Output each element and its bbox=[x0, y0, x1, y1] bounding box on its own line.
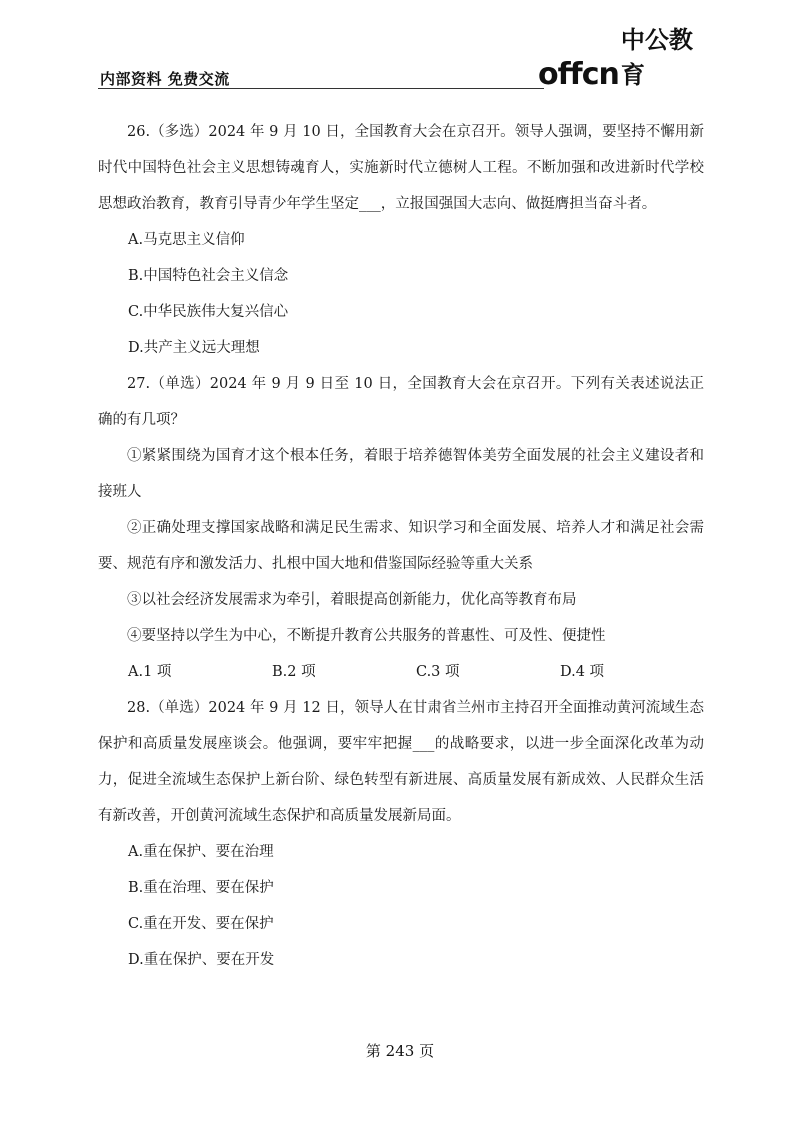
q26-option-d: D.共产主义远大理想 bbox=[128, 340, 260, 356]
q27-option-d: D.4 项 bbox=[560, 664, 605, 680]
q27-option-a: A.1 项 bbox=[128, 664, 172, 680]
q26-option-a: A.马克思主义信仰 bbox=[128, 232, 245, 248]
q27-option-b: B.2 项 bbox=[272, 664, 316, 680]
page-number: 第 243 页 bbox=[365, 1042, 435, 1060]
q27-item-3: ③以社会经济发展需求为牵引，着眼提高创新能力，优化高等教育布局 bbox=[127, 592, 577, 608]
header-rule bbox=[98, 88, 544, 89]
question-26-stem: 26.（多选）2024 年 9 月 10 日，全国教育大会在京召开。领导人强调，要坚持不懈用新时代中国特色社会主义思想铸魂育人，实施新时代立德树人工程。不断加强和改进新时代学校思想政治教育，教育引导青少年学生坚定___，立报国强国大志向、做挺膺担当奋斗者。 bbox=[98, 124, 704, 212]
q28-option-b: B.重在治理、要在保护 bbox=[128, 880, 274, 896]
q26-option-b: B.中国特色社会主义信念 bbox=[128, 268, 289, 284]
page-header bbox=[98, 26, 704, 92]
logo-cn-text: 中公教育 bbox=[620, 26, 693, 89]
q27-item-1: ①紧紧围绕为国育才这个根本任务，着眼于培养德智体美劳全面发展的社会主义建设者和接班人 bbox=[98, 448, 704, 500]
offcn-logo bbox=[538, 26, 704, 92]
q27-options bbox=[98, 654, 704, 690]
q27-item-4: ④要坚持以学生为中心，不断提升教育公共服务的普惠性、可及性、便捷性 bbox=[127, 628, 606, 644]
document-body bbox=[98, 114, 704, 978]
q26-option-c: C.中华民族伟大复兴信心 bbox=[128, 304, 289, 320]
q28-option-c: C.重在开发、要在保护 bbox=[128, 916, 274, 932]
q28-option-a: A.重在保护、要在治理 bbox=[128, 844, 274, 860]
q27-item-2: ②正确处理支撑国家战略和满足民生需求、知识学习和全面发展、培养人才和满足社会需要、规范有序和激发活力、扎根中国大地和借鉴国际经验等重大关系 bbox=[98, 520, 704, 572]
q27-option-c: C.3 项 bbox=[416, 664, 460, 680]
logo-latin-text: offcn bbox=[538, 57, 619, 92]
q28-option-d: D.重在保护、要在开发 bbox=[128, 952, 275, 968]
header-caption: 内部资料 免费交流 bbox=[100, 70, 230, 88]
question-27-stem: 27.（单选）2024 年 9 月 9 日至 10 日，全国教育大会在京召开。下列有关表述说法正确的有几项？ bbox=[98, 376, 704, 428]
question-28-stem: 28.（单选）2024 年 9 月 12 日，领导人在甘肃省兰州市主持召开全面推动黄河流域生态保护和高质量发展座谈会。他强调，要牢牢把握___的战略要求，以进一步全面深化改革为动力，促进全流域生态保护上新台阶、绿色转型有新进展、高质量发展有新成效、人民群众生活有新改善，开创黄河流域生态保护和高质量发展新局面。 bbox=[98, 700, 704, 824]
